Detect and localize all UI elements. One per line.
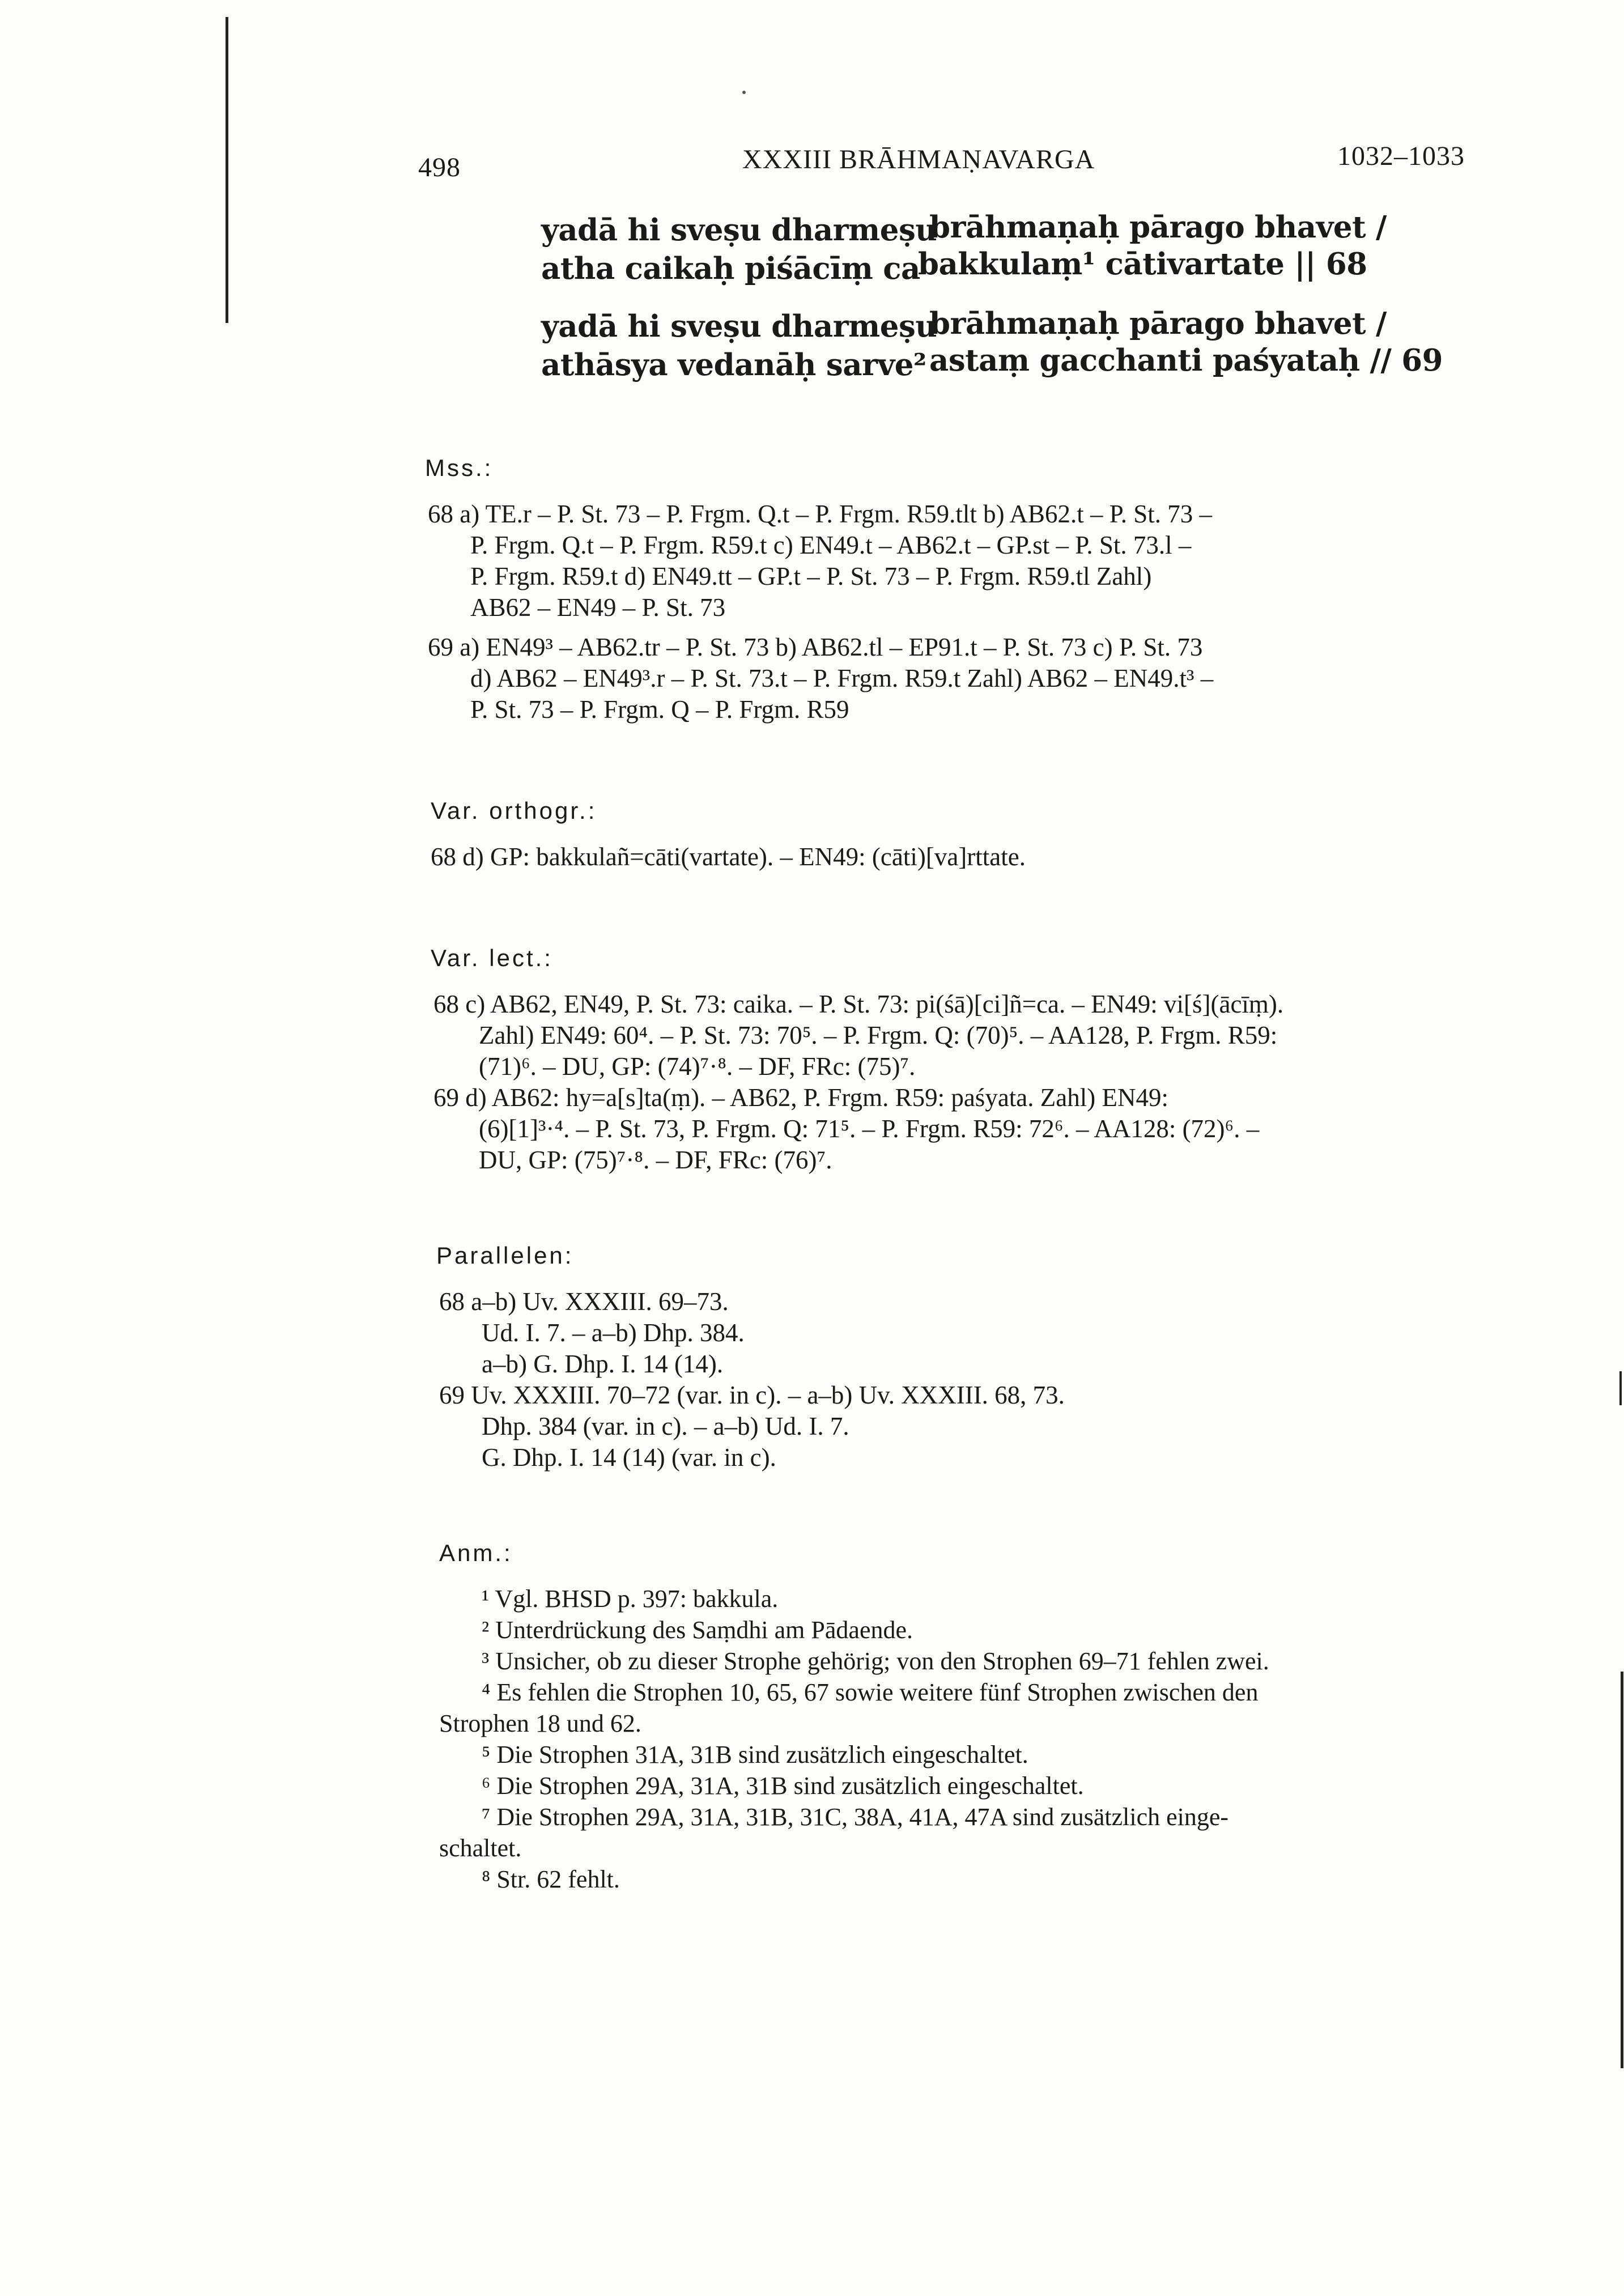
section-heading-anm: Anm.: — [439, 1540, 513, 1566]
parallelen-line: a–b) G. Dhp. I. 14 (14). — [482, 1350, 724, 1378]
footnote-line: schaltet. — [439, 1834, 522, 1862]
section-heading-mss: Mss.: — [425, 454, 494, 481]
var-lect-line: (71)⁶. – DU, GP: (74)⁷·⁸. – DF, FRc: (75)⁷. — [479, 1052, 916, 1081]
stanza-range: 1032–1033 — [1337, 141, 1465, 171]
scan-speck — [742, 91, 746, 94]
footnote-line: ⁶ Die Strophen 29A, 31A, 31B sind zusätzlich eingeschaltet. — [482, 1772, 1084, 1800]
parallelen-line: Dhp. 384 (var. in c). – a–b) Ud. I. 7. — [482, 1412, 849, 1440]
section-heading-var-lect: Var. lect.: — [431, 945, 553, 971]
scan-edge-line-right — [1621, 1672, 1623, 2068]
parallelen-line: Ud. I. 7. – a–b) Dhp. 384. — [482, 1319, 745, 1347]
verse-line-c: atha caikaḥ piśācīṃ ca — [541, 251, 920, 286]
mss-line: 69 a) EN49³ – AB62.tr – P. St. 73 b) AB62.tl – EP91.t – P. St. 73 c) P. St. 73 — [428, 633, 1203, 661]
parallelen-line: G. Dhp. I. 14 (14) (var. in c). — [482, 1443, 776, 1472]
footnote-line: ⁷ Die Strophen 29A, 31A, 31B, 31C, 38A, 41A, 47A sind zusätzlich einge- — [482, 1803, 1229, 1831]
var-lect-line: DU, GP: (75)⁷·⁸. – DF, FRc: (76)⁷. — [479, 1146, 832, 1174]
footnote-line: ³ Unsicher, ob zu dieser Strophe gehörig; von den Strophen 69–71 fehlen zwei. — [482, 1647, 1269, 1675]
parallelen-line: 68 a–b) Uv. XXXIII. 69–73. — [439, 1287, 729, 1316]
verse-line-a: yadā hi sveṣu dharmeṣu — [541, 212, 937, 248]
scan-edge-mark-right — [1619, 1371, 1622, 1405]
section-heading-parallelen: Parallelen: — [436, 1242, 574, 1269]
verse-line-d: bakkulaṃ¹ cātivartate || 68 — [918, 246, 1367, 282]
mss-line: AB62 – EN49 – P. St. 73 — [470, 593, 726, 622]
footnote-line: Strophen 18 und 62. — [439, 1710, 641, 1737]
mss-line: P. Frgm. R59.t d) EN49.tt – GP.t – P. St. 73 – P. Frgm. R59.tl Zahl) — [470, 562, 1152, 590]
mss-line: P. Frgm. Q.t – P. Frgm. R59.t c) EN49.t – AB62.t – GP.st – P. St. 73.l – — [470, 531, 1192, 559]
running-title: XXXIII BRĀHMAṆAVARGA — [742, 144, 1095, 175]
verse-line-d: astaṃ gacchanti paśyataḥ // 69 — [929, 343, 1443, 378]
mss-line: d) AB62 – EN49³.r – P. St. 73.t – P. Frgm. R59.t Zahl) AB62 – EN49.t³ – — [470, 664, 1214, 692]
var-lect-line: (6)[1]³·⁴. – P. St. 73, P. Frgm. Q: 71⁵. – P. Frgm. R59: 72⁶. – AA128: (72)⁶. – — [479, 1115, 1260, 1143]
footnote-line: ⁵ Die Strophen 31A, 31B sind zusätzlich eingeschaltet. — [482, 1741, 1028, 1768]
footnote-line: ⁸ Str. 62 fehlt. — [482, 1865, 620, 1893]
footnote-line: ² Unterdrückung des Saṃdhi am Pādaende. — [482, 1616, 913, 1644]
scan-edge-line-left — [226, 17, 228, 323]
mss-line: 68 a) TE.r – P. St. 73 – P. Frgm. Q.t – P. Frgm. R59.tlt b) AB62.t – P. St. 73 – — [428, 500, 1213, 528]
footnote-line: ⁴ Es fehlen die Strophen 10, 65, 67 sowie weitere fünf Strophen zwischen den — [482, 1678, 1259, 1706]
verse-line-a: yadā hi sveṣu dharmeṣu — [541, 309, 937, 344]
page-number: 498 — [418, 152, 461, 182]
var-lect-line: 68 c) AB62, EN49, P. St. 73: caika. – P. St. 73: pi(śā)[ci]ñ=ca. – EN49: vi[ś](ācīṃ). — [433, 990, 1284, 1018]
var-lect-line: Zahl) EN49: 60⁴. – P. St. 73: 70⁵. – P. Frgm. Q: (70)⁵. – AA128, P. Frgm. R59: — [479, 1021, 1278, 1049]
var-orthogr-line: 68 d) GP: bakkulañ=cāti(vartate). – EN49: (cāti)[va]rttate. — [431, 843, 1026, 871]
footnote-line: ¹ Vgl. BHSD p. 397: bakkula. — [482, 1585, 779, 1613]
parallelen-line: 69 Uv. XXXIII. 70–72 (var. in c). – a–b) Uv. XXXIII. 68, 73. — [439, 1381, 1065, 1409]
section-heading-var-orthogr: Var. orthogr.: — [431, 797, 597, 824]
verse-line-c: athāsya vedanāḥ sarve² — [541, 347, 926, 382]
mss-line: P. St. 73 – P. Frgm. Q – P. Frgm. R59 — [470, 695, 849, 724]
verse-line-b: brāhmaṇaḥ pārago bhavet / — [929, 306, 1387, 341]
var-lect-line: 69 d) AB62: hy=a[s]ta(ṃ). – AB62, P. Frgm. R59: paśyata. Zahl) EN49: — [433, 1083, 1168, 1112]
verse-line-b: brāhmaṇaḥ pārago bhavet / — [929, 210, 1387, 245]
